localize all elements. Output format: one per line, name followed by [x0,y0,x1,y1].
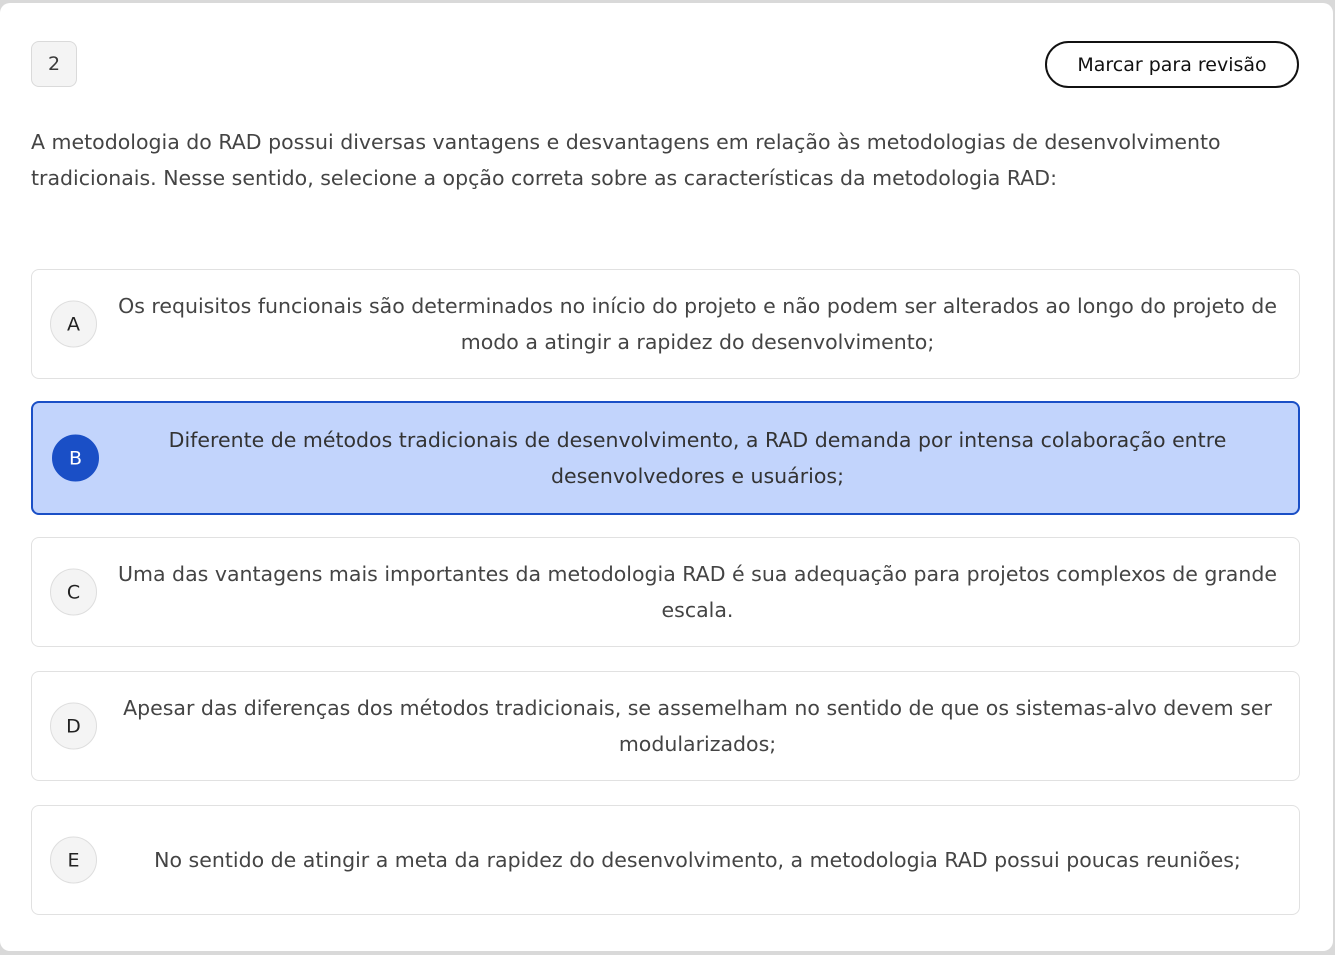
option-b[interactable] [31,401,1300,515]
option-letter-b: B [52,435,99,482]
option-a[interactable] [31,269,1300,379]
option-text-e: No sentido de atingir a meta da rapidez do desenvolvimento, a metodologia RAD possui poucas reuniões; [154,848,1241,872]
option-text-d: Apesar das diferenças dos métodos tradicionais, se assemelham no sentido de que os sistemas-alvo devem ser modularizados; [123,696,1272,756]
option-letter-d: D [50,703,97,750]
option-letter-c: C [50,569,97,616]
option-e[interactable] [31,805,1300,915]
option-text-a: Os requisitos funcionais são determinados no início do projeto e não podem ser alterados ao longo do projeto de modo a atingir a rapidez do desenvolvimento; [118,294,1277,354]
question-text: A metodologia do RAD possui diversas vantagens e desvantagens em relação às metodologias de desenvolvimento tradicionais. Nesse sentido, selecione a opção correta sobre as características da metodologia RAD: [31,130,1221,190]
option-text-b: Diferente de métodos tradicionais de desenvolvimento, a RAD demanda por intensa colaboração entre desenvolvedores e usuários; [168,428,1227,488]
answer-options-list [31,269,1300,915]
option-letter-e: E [50,837,97,884]
mark-for-review-button[interactable]: Marcar para revisão [1045,41,1299,88]
option-letter-a: A [50,301,97,348]
question-card [0,3,1333,951]
option-c[interactable] [31,537,1300,647]
question-number-badge: 2 [31,41,77,87]
option-d[interactable] [31,671,1300,781]
option-text-c: Uma das vantagens mais importantes da metodologia RAD é sua adequação para projetos complexos de grande escala. [118,562,1277,622]
